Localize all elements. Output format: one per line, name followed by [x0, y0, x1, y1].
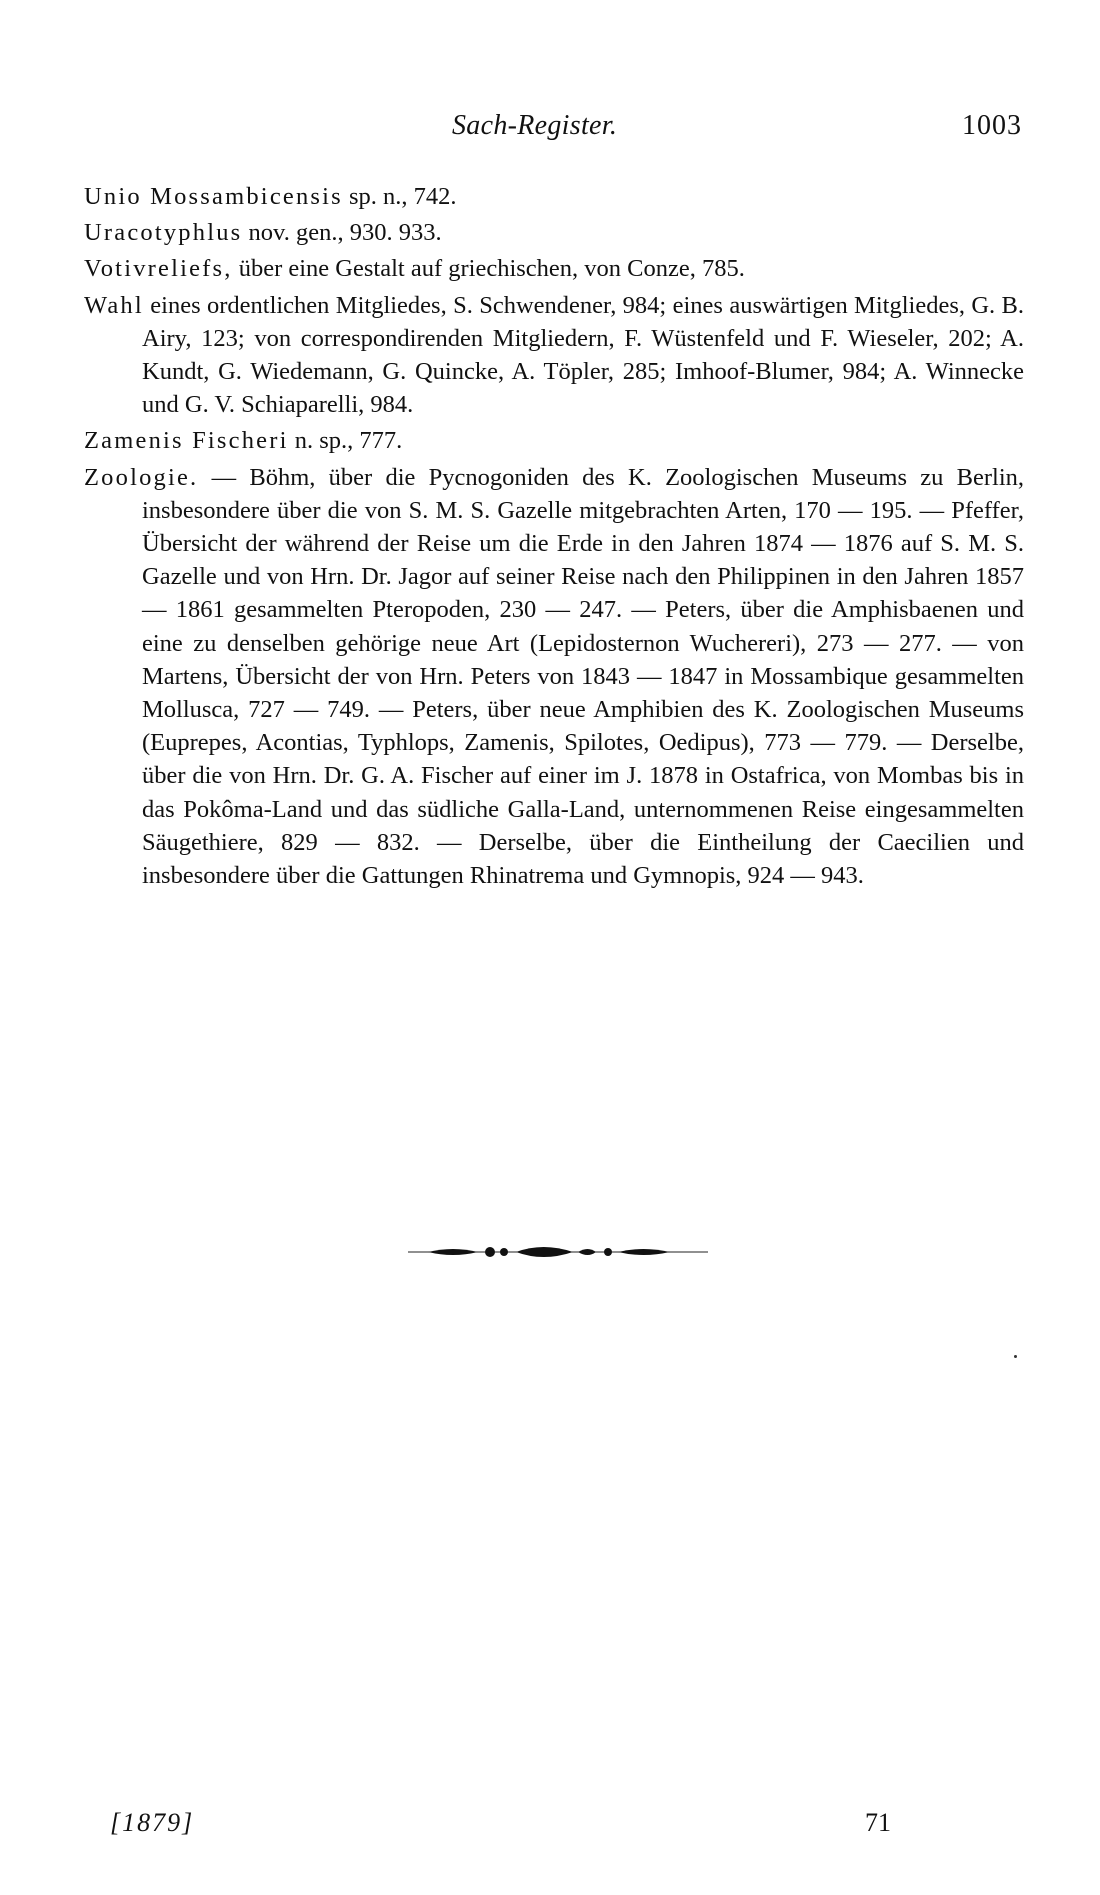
index-entry [84, 424, 1024, 457]
entry-headword: Uracotyphlus [84, 219, 243, 247]
paper-speck [1014, 1355, 1017, 1358]
index-entry [84, 252, 1024, 285]
index-entries [84, 180, 1024, 895]
entry-text: sp. n., 742. [342, 183, 457, 210]
entry-headword: Zamenis Fischeri [84, 427, 289, 455]
entry-text: über eine Gestalt auf griechischen, von Conze, 785. [232, 255, 745, 283]
entry-text: — Böhm, über die Pycnogoniden des K. Zoologischen Museums zu Berlin, insbesondere über die von S. M. S. Gazelle mitgebrachten Arten, 170 — 195. — Pfeffer, Übersicht der während der Reise um die Erde in den Jahren 1874 — 1876 auf S. M. S. Gazelle und von Hrn. Dr. Jagor auf seiner Reise nach den Philippinen in den Jahren 1857 — 1861 gesammelten Pteropoden, 230 — 247. — Peters, über die Amphisbaenen und eine zu denselben gehörige neue Art (Lepidosternon Wuchereri), 273 — 277. — von Martens, Übersicht der von Hrn. Peters von 1843 — 1847 in Mossambique gesammelten Mollusca, 727 — 749. — Peters, über neue Amphibien des K. Zoologischen Museums (Euprepes, Acontias, Typhlops, Zamenis, Spilotes, Oedipus), 773 — 779. — Derselbe, über die von Hrn. Dr. G. A. Fischer auf einer im J. 1878 in Ostafrica, von Mombas bis in das Pokôma-Land und das südliche Galla-Land, unternommenen Reise eingesammelten Säugethiere, 829 — 832. — Derselbe, über die Eintheilung der Caecilien und insbesondere über die Gattungen Rhinatrema und Gymnopis, 924 — 943. [142, 463, 1024, 890]
index-entry [84, 289, 1024, 422]
entry-text: eines ordentlichen Mitgliedes, S. Schwendener, 984; eines auswärtigen Mitgliedes, G. B. Airy, 123; von correspondirenden Mitgliedern, F. Wüstenfeld und F. Wieseler, 202; A. Kundt, G. Wiedemann, G. Quincke, A. Töpler, 285; Imhoof-Blumer, 984; A. Winnecke und G. V. Schiaparelli, 984. [142, 291, 1024, 419]
index-entry [84, 180, 1024, 213]
entry-text: n. sp., 777. [288, 427, 403, 455]
page-number: 1003 [962, 110, 1022, 141]
entry-headword: Votivreliefs, [84, 255, 233, 283]
signature-year: [1879] [110, 1808, 195, 1837]
ornament-divider [408, 1240, 708, 1264]
entry-headword: Wahl [84, 291, 144, 319]
index-entry [84, 216, 1024, 249]
running-title: Sach-Register. [452, 110, 618, 141]
index-entry [84, 461, 1024, 893]
entry-text: nov. gen., 930. 933. [242, 219, 442, 247]
signature-sheet-number: 71 [865, 1808, 891, 1837]
entry-headword: Unio Mossambicensis [84, 183, 343, 210]
entry-headword: Zoologie. [84, 463, 199, 491]
